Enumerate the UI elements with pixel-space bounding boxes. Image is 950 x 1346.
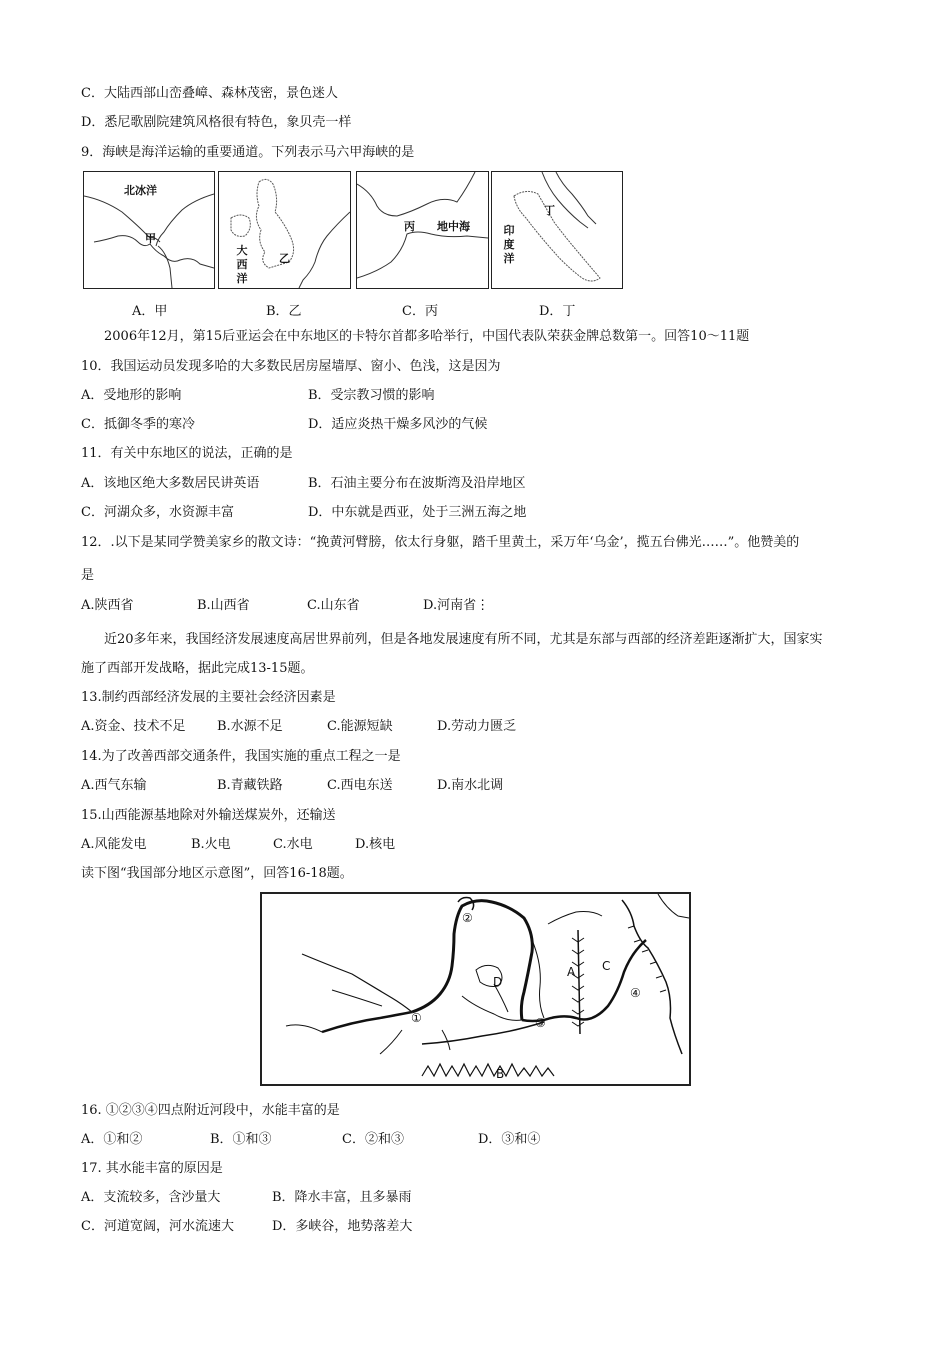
label-atlantic-1: 大 [236,244,248,257]
q13-option-d: D.劳动力匮乏 [437,719,517,734]
q17-option-b: B．降水丰富，且多暴雨 [272,1190,412,1205]
option-c-prev: C．大陆西部山峦叠嶂、森林茂密，景色迷人 [81,86,338,101]
map-label-d: D [493,975,503,989]
map-point-3: ③ [535,1016,546,1030]
q10-option-c: C．抵御冬季的寒冷 [81,417,195,432]
question-12-cont: 是 [81,568,95,583]
q15-option-c: C.水电 [273,837,313,852]
intro-west-b: 施了西部开发战略，据此完成13-15题。 [81,661,314,676]
q11-option-b: B．石油主要分布在波斯湾及沿岸地区 [308,476,526,491]
q10-option-b: B．受宗教习惯的影响 [308,388,435,403]
label-atlantic-2: 西 [236,258,248,271]
question-11: 11．有关中东地区的说法，正确的是 [81,446,293,461]
q15-option-d: D.核电 [355,837,396,852]
mark-yi: 乙 [279,252,290,265]
q10-option-a: A．受地形的影响 [81,388,182,403]
map-label-c: C [602,959,611,973]
question-10: 10．我国运动员发现多哈的大多数民居房屋墙厚、窗小、色浅，这是因为 [81,359,501,374]
q12-option-a: A.陕西省 [81,598,134,613]
mark-ding: 丁 [544,204,555,217]
q13-option-c: C.能源短缺 [327,719,393,734]
intro-west-a: 近20多年来，我国经济发展速度高居世界前列，但是各地发展速度有所不同，尤其是东部与西部的经济差距逐渐扩大，国家实 [104,632,823,647]
q11-option-c: C．河湖众多，水资源丰富 [81,505,234,520]
label-arctic-ocean: 北冰洋 [124,184,157,197]
q9-option-a: A．甲 [132,304,168,319]
map-point-1: ① [411,1011,422,1025]
q15-option-b: B.火电 [191,837,231,852]
q12-option-d: D.河南省⋮ [423,598,490,613]
q14-option-b: B.青藏铁路 [217,778,283,793]
q9-option-b: B．乙 [266,304,302,319]
q15-option-a: A.风能发电 [81,837,147,852]
label-mediterranean: 地中海 [437,220,470,233]
q14-option-d: D.南水北调 [437,778,504,793]
label-indian-2: 度 [503,238,515,251]
question-14: 14.为了改善西部交通条件，我国实施的重点工程之一是 [81,749,401,764]
q17-option-c: C．河道宽阔，河水流速大 [81,1219,234,1234]
map-point-4: ④ [630,986,641,1000]
china-region-map [260,892,691,1086]
q16-option-a: A．①和② [81,1132,143,1147]
q9-option-d: D．丁 [539,304,576,319]
question-15: 15.山西能源基地除对外输送煤炭外，还输送 [81,808,336,823]
map-label-a: A [567,965,576,979]
strait-map-ding [491,171,623,289]
intro-map: 读下图“我国部分地区示意图”，回答16-18题。 [81,866,353,881]
q11-option-a: A．该地区绝大多数居民讲英语 [81,476,260,491]
question-13: 13.制约西部经济发展的主要社会经济因素是 [81,690,336,705]
question-12: 12．.以下是某同学赞美家乡的散文诗：“挽黄河臂膀，依太行身躯，踏千里黄土，采万年‘乌金’，揽五台佛光……”。他赞美的 [81,535,800,550]
label-indian-3: 洋 [503,252,515,265]
q16-option-c: C．②和③ [342,1132,404,1147]
q14-option-c: C.西电东送 [327,778,393,793]
mark-bing: 丙 [404,220,415,233]
question-17: 17. 其水能丰富的原因是 [81,1161,223,1176]
q11-option-d: D．中东就是西亚，处于三洲五海之地 [308,505,527,520]
q13-option-a: A.资金、技术不足 [81,719,186,734]
label-atlantic-3: 洋 [236,272,248,285]
strait-map-bing [356,171,489,289]
q10-option-d: D．适应炎热干燥多风沙的气候 [308,417,488,432]
question-9: 9．海峡是海洋运输的重要通道。下列表示马六甲海峡的是 [81,145,415,160]
q12-option-c: C.山东省 [307,598,360,613]
strait-map-jia [83,171,215,289]
q17-option-d: D．多峡谷，地势落差大 [272,1219,413,1234]
q16-option-b: B．①和③ [210,1132,272,1147]
label-indian-1: 印 [503,224,515,237]
q14-option-a: A.西气东输 [81,778,147,793]
q17-option-a: A．支流较多，含沙量大 [81,1190,221,1205]
q12-option-b: B.山西省 [197,598,250,613]
q9-option-c: C．丙 [402,304,438,319]
map-label-b: B [496,1067,505,1081]
q16-option-d: D．③和④ [478,1132,541,1147]
q13-option-b: B.水源不足 [217,719,283,734]
intro-asian-games: 2006年12月，第15后亚运会在中东地区的卡特尔首都多哈举行，中国代表队荣获金牌总数第一。回答10～11题 [104,329,750,344]
question-16: 16. ①②③④四点附近河段中，水能丰富的是 [81,1103,340,1118]
map-point-2: ② [462,911,473,925]
strait-map-yi [218,171,351,289]
option-d-prev: D．悉尼歌剧院建筑风格很有特色，象贝壳一样 [81,115,352,130]
mark-jia: 甲 [145,232,156,245]
